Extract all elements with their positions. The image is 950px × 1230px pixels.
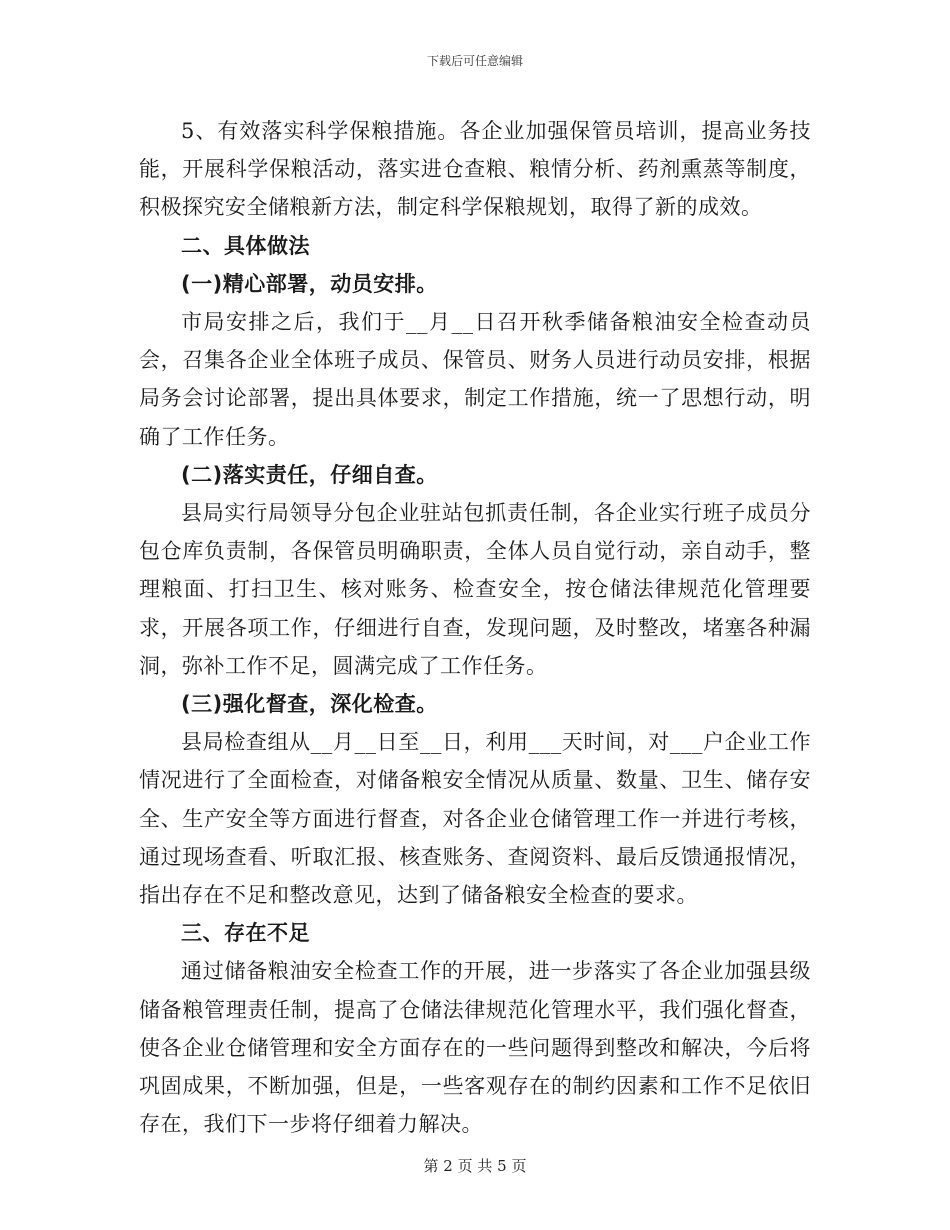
subheading-3: (三)强化督查，深化检查。 <box>181 692 438 717</box>
section-heading-3: 三、存在不足 <box>181 921 310 946</box>
paragraph-measure-5: 5、有效落实科学保粮措施。各企业加强保管员培训，提高业务技能，开展科学保粮活动，落实进仓查粮、粮情分析、药剂熏蒸等制度，积极探究安全储粮新方法，制定科学保粮规划，取得了新的成效。 <box>139 119 811 220</box>
document-body <box>139 112 811 1143</box>
page-header: 下载后可任意编辑 <box>426 54 523 68</box>
paragraph-inspection: 县局检查组从__月__日至__日，利用___天时间，对___户企业工作情况进行了全面检查，对储备粮安全情况从质量、数量、卫生、储存安全、生产安全等方面进行督查，对各企业仓储管理工作一并进行考核，通过现场查看、听取汇报、核查账务、查阅资料、最后反馈通报情况，指出存在不足和整改意见，达到了储备粮安全检查的要求。 <box>139 730 811 908</box>
paragraph-shortcomings: 通过储备粮油安全检查工作的开展，进一步落实了各企业加强县级储备粮管理责任制，提高了仓储法律规范化管理水平，我们强化督查，使各企业仓储管理和安全方面存在的一些问题得到整改和解决，今后将巩固成果，不断加强，但是，一些客观存在的制约因素和工作不足依旧存在，我们下一步将仔细着力解决。 <box>139 959 811 1137</box>
subheading-2: (二)落实责任，仔细自查。 <box>181 462 438 487</box>
paragraph-self-check: 县局实行局领导分包企业驻站包抓责任制，各企业实行班子成员分包仓库负责制，各保管员明确职责，全体人员自觉行动，亲自动手，整理粮面、打扫卫生、核对账务、检查安全，按仓储法律规范化管理要求，开展各项工作，仔细进行自查，发现问题，及时整改，堵塞各种漏洞，弥补工作不足，圆满完成了工作任务。 <box>139 501 811 678</box>
section-heading-2: 二、具体做法 <box>181 233 310 258</box>
subheading-1: (一)精心部署，动员安排。 <box>181 271 438 296</box>
paragraph-mobilization: 市局安排之后，我们于__月__日召开秋季储备粮油安全检查动员会，召集各企业全体班子成员、保管员、财务人员进行动员安排，根据局务会讨论部署，提出具体要求，制定工作措施，统一了思想行动，明确了工作任务。 <box>139 310 811 449</box>
page-number: 第 2 页 共 5 页 <box>423 1157 527 1175</box>
